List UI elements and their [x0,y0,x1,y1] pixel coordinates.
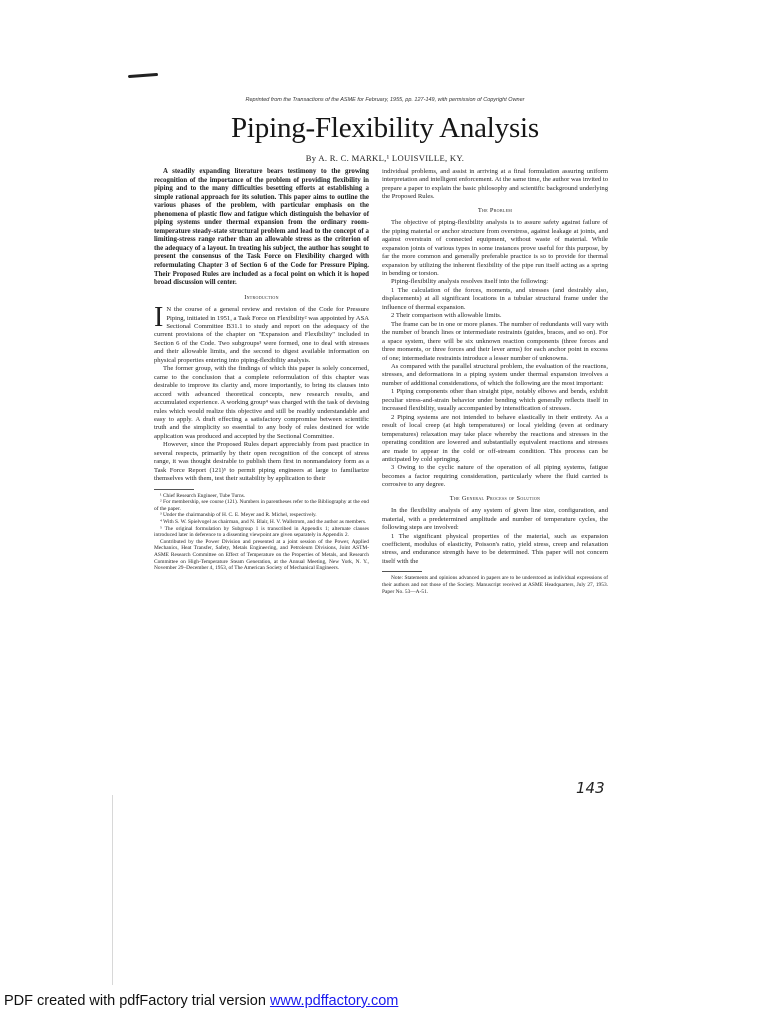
pdf-footer [4,993,398,1009]
footnote: Contributed by the Power Division and presented at a joint session of the Power, Applied Mechanics, Heat Transfer, Safety, Metals Engineering, and Petroleum Divisions, Joint ASTM-ASME Research Committee on Effect of Temperature on the Properties of Metals, and Research Committee on High-Temperature Steam Generation, at the Annual Meeting, New York, N. Y., November 29–December 4, 1953, of The American Society of Mechanical Engineers. [154,538,369,572]
drop-cap: I [154,302,164,334]
footnote: ⁴ With S. W. Spielvogel as chairman, and N. Blair, H. V. Wallstrom, and the author as members. [160,519,367,525]
right-column [382,168,608,595]
reprint-note: Reprinted from the Transactions of the ASME for February, 1955, pp. 127-149, with permission of Copyright Owner [245,97,525,103]
page-edge-shadow [112,795,113,985]
scan-mark [128,73,158,78]
list-item: 2 Their comparison with allowable limits. [391,312,502,320]
intro-paragraph: I N the course of a general review and revision of the Code for Pressure Piping, initiated in 1951, a Task Force on Flexibility² was appointed by ASA Sectional Committee B31.1 to study and report on the adequacy of the current provisions of the chapter on "Expansion and Flexibility" included in Section 6 of the Code. Two subgroups³ were formed, one to deal with stresses and their allowable limits, and the second to digest available information on physical properties entering into piping-flexibility analysis. [154,302,369,364]
body-paragraph: The objective of piping-flexibility analysis is to assure safety against failure of the piping material or anchor structure from overstress, against leakage at joints, and against overstrain of connected equipment, without waste of material. While expansion joints of various types in some instances prove useful for this purpose, by far the more common and generally preferable practice is so to provide for thermal expansion by utilizing the inherent flexibility of the pipe run itself acting as a spring in bending or torsion. [382,219,608,277]
footnote: ³ Under the chairmanship of H. C. E. Meyer and R. Michel, respectively. [160,512,317,519]
problem-heading: The Problem [477,206,513,214]
intro-paragraph: However, since the Proposed Rules depart appreciably from past practice in several respects, primarily by their open recognition of the concept of stress range, it was thought desirable to publish them first in nonmandatory form as a Task Force Report (121)⁵ to permit piping engineers at large to familiarize themselves with them, test their suitability by application to their [154,441,369,483]
body-paragraph: individual problems, and assist in arriving at a final formulation assuring uniform interpretation and intelligent enforcement. At the same time, the author was invited to prepare a paper to explain the basic philosophy and scientific background underlying the Proposed Rules. [382,168,608,201]
body-paragraph: The frame can be in one or more planes. The number of redundants will vary with the number of branch lines or intermediate restraints (guides, braces, and so on). For a space system, there will be six unknown reaction components (three forces and three moments, or three forces and their lever arms) for each anchor point in excess of one; intermediate restraints introduce a lesser number of unknowns. [382,320,608,362]
pdffactory-link[interactable]: www.pdffactory.com [269,993,399,1009]
page-number: 143 [576,779,605,797]
note-rule [382,571,422,572]
editorial-note: Note: Statements and opinions advanced in papers are to be understood as individual expressions of their authors and not those of the Society. Manuscript received at ASME Headquarters, July 27, 1953. Paper No. 53—A-51. [382,575,608,595]
body-paragraph: In the flexibility analysis of any system of given line size, configuration, and material, with a predetermined amplitude and number of temperature cycles, the following steps are involved: [382,507,608,532]
intro-paragraph: The former group, with the findings of which this paper is solely concerned, came to the conclusion that a complete reformulation of this chapter was desirable to improve its clarity and, more importantly, to bring its clauses into accord with advanced theoretical concepts, new research results, and accumulated experience. A working group⁴ was charged with the task of devising rules which would realize this objective and still be readily understandable and easy to apply. A draft effecting a satisfactory compromise between scientific truth and the simplicity so essential to any body of rules destined for wide application was produced and accepted by the Sectional Committee. [154,365,369,440]
general-process-heading: The General Process of Solution [449,494,541,502]
list-item: 2 Piping systems are not intended to behave elastically in their entirety. As a result of local creep (at high temperatures) or local yielding (even at ordinary temperatures) relaxation may take place whereby the reactions and stresses in the operating condition are lowered and substantially equivalent reactions and stresses are made to appear in the cold or off-stream condition. This process can be anticipated by cold springing. [382,413,608,463]
body-paragraph: As compared with the parallel structural problem, the evaluation of the reactions, stresses, and deformations in a piping system under thermal expansion involves a number of additional considerations, of which the following are the most important: [382,362,608,387]
footnotes [154,493,369,572]
introduction-heading: Introduction [244,293,279,301]
list-item: 1 Piping components other than straight pipe, notably elbows and bends, exhibit peculiar stress-and-strain behavior under bending which generally reflects itself in increased flexibility, usually accompanied by intensification of stresses. [382,388,608,413]
footnote: ¹ Chief Research Engineer, Tube Turns. [160,492,246,499]
body-paragraph: Piping-flexibility analysis resolves itself into the following: [391,278,549,286]
paper-title: Piping-Flexibility Analysis [231,112,539,144]
abstract: A steadily expanding literature bears testimony to the growing recognition of the importance of the problem of providing flexibility in piping and to the many difficulties besetting efforts at establishing a simple rational approach for its solution. This paper aims to outline the various phases of the problem, with particular emphasis on the phenomena of plastic flow and fatigue which distinguish the behavior of piping systems under thermal expansion from the ordinary room-temperature steady-state structural problem and lead to the concept of a limiting-stress range rather than an allowable stress as the criterion of the adequacy of a layout. In treating his subject, the author has sought to present the consensus of the Task Force on Flexibility charged with reformulating Chapter 3 of Section 6 of the Code for Pressure Piping. Their Proposed Rules are included as a focal point on which it is hoped broad discussion will center. [154,168,369,287]
footer-text: PDF created with pdfFactory trial version [4,993,270,1009]
footnote: ⁵ The original formulation by Subgroup 1 is transcribed in Appendix 1; alternate clauses introduced later in deference to a dissenting viewpoint are given separately in Appendix 2. [154,525,369,539]
list-item: 1 The calculation of the forces, moments, and stresses (and desirably also, displacements) at all significant locations in a tubular structural frame under the influence of thermal expansion. [382,286,608,311]
footnote: ² For membership, see course (121). Numbers in parentheses refer to the Bibliography at the end of the paper. [154,499,369,512]
footnote-rule [154,489,194,490]
left-column [154,168,369,572]
list-item: 3 Owing to the cyclic nature of the operation of all piping systems, fatigue becomes a factor requiring consideration, particularly where the fluid carried is corrosive to any degree. [382,464,608,489]
list-item: 1 The significant physical properties of the material, such as expansion coefficient, modulus of elasticity, Poisson's ratio, yield stress, creep and relaxation stress, and endurance strength have to be determined. This paper will not concern itself with the [382,532,608,565]
author-byline: By A. R. C. MARKL,¹ LOUISVILLE, KY. [305,153,465,163]
